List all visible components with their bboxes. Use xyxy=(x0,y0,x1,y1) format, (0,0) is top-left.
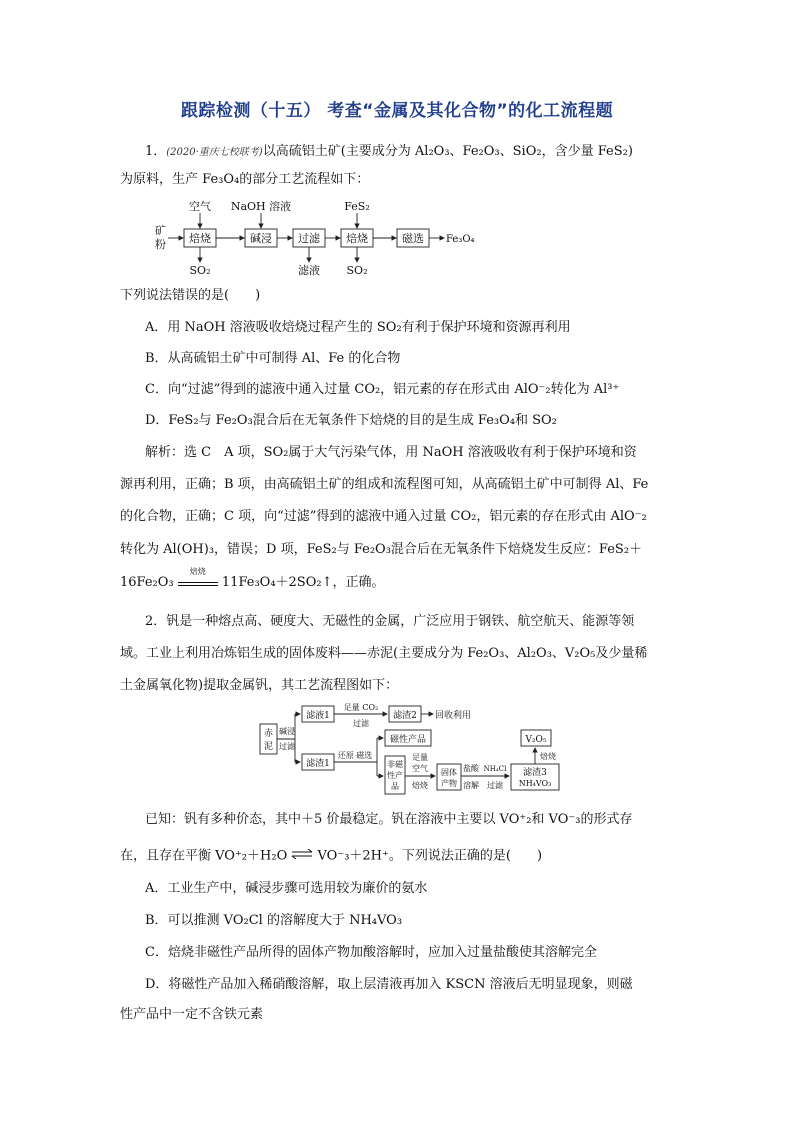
q1-flow-step3-out: 滤液 xyxy=(298,264,320,277)
q1-flow-step1-out: SO₂ xyxy=(189,264,211,277)
q1-flow-step3: 过滤 xyxy=(298,232,320,245)
q2-flow-residue3: 滤渣3 xyxy=(523,768,547,778)
q1-flow-step4: 焙烧 xyxy=(346,232,368,245)
q2-flow-recycle: 回收利用 xyxy=(435,711,472,721)
q1-eq-sign xyxy=(178,582,218,586)
q2-option-d-1: D．将磁性产品加入稀硝酸溶解，取上层清液再加入 KSCN 溶液后无明显现象，则磁 xyxy=(145,977,633,992)
q2-flow-diagram xyxy=(258,698,568,798)
q1-eq-right: 11Fe₃O₄＋2SO₂↑，正确。 xyxy=(221,575,385,590)
q1-stem-1: 以高硫铝土矿(主要成分为 Al₂O₃、Fe₂O₃、SiO₂，含少量 FeS₂) xyxy=(262,144,633,159)
q2-known-2a: 在，且存在平衡 VO⁺₂＋H₂O xyxy=(120,848,288,864)
q1-flow-step4-out: SO₂ xyxy=(346,264,368,277)
q2-known-2b: VO⁻₃＋2H⁺。下列说法正确的是( ) xyxy=(317,848,543,864)
q2-flow-nonmag-3: 品 xyxy=(391,782,399,791)
q1-flow-diagram xyxy=(150,196,490,280)
q1-option-b: B．从高硫铝土矿中可制得 Al、Fe 的化合物 xyxy=(145,351,401,366)
q2-known-2 xyxy=(120,846,680,867)
q2-flow-hcl: 盐酸 xyxy=(463,764,479,773)
q2-flow-split-2: 过滤 xyxy=(279,742,295,751)
q1-flow-start-1: 矿 xyxy=(155,224,166,237)
q2-known-1: 已知：钒有多种价态，其中＋5 价最稳定。钒在溶液中主要以 VO⁺₂和 VO⁻₃的形式存 xyxy=(145,812,633,827)
q1-eq-cond: 焙烧 xyxy=(189,566,206,576)
q1-analysis-2: 源再利用，正确；B 项，由高硫铝土矿的组成和流程图可知，从高硫铝土矿中可制得 Al、Fe xyxy=(120,477,649,492)
q1-flow-step1-in: 空气 xyxy=(189,200,211,213)
q1-option-a: A．用 NaOH 溶液吸收焙烧过程产生的 SO₂有利于保护环境和资源再利用 xyxy=(145,320,571,335)
q2-flow-nonmag-1: 非磁 xyxy=(387,760,403,769)
q2-flow-roast: 焙烧 xyxy=(412,781,428,790)
q2-flow-nonmag-2: 性产 xyxy=(387,771,403,780)
q2-flow-cond-bottom: 过滤 xyxy=(353,719,369,728)
q1-option-c: C．向“过滤”得到的滤液中通入过量 CO₂，铝元素的存在形式由 AlO⁻₂转化为 Al³⁺ xyxy=(145,382,620,397)
q2-flow-roast2: 焙烧 xyxy=(540,752,556,761)
q1-question: 下列说法错误的是( ) xyxy=(120,288,261,303)
q1-eq-left: 16Fe₂O₃ xyxy=(120,575,174,590)
q2-stem-1: 2．钒是一种熔点高、硬度大、无磁性的金属，广泛应用于钢铁、航空航天、能源等领 xyxy=(145,614,635,629)
q1-flow-start-2: 粉 xyxy=(155,238,166,251)
q2-flow-start-2: 泥 xyxy=(263,742,274,752)
q2-flow-filtrate1: 滤液1 xyxy=(306,711,330,721)
q2-flow-solid-1: 固体 xyxy=(441,768,457,777)
q2-flow-nh4vo3: NH₄VO₃ xyxy=(518,779,552,788)
q1-flow-step1: 焙烧 xyxy=(189,232,211,245)
q1-flow-product: Fe₃O₄ xyxy=(446,234,475,245)
q1-flow-step2: 碱浸 xyxy=(250,232,272,245)
q2-option-a: A．工业生产中，碱浸步骤可选用较为廉价的氨水 xyxy=(145,881,428,896)
q2-flow-air-1: 足量 xyxy=(412,753,428,762)
q2-flow-air-2: 空气 xyxy=(412,764,428,773)
q2-flow-magnetic: 磁性产品 xyxy=(389,735,427,745)
q1-option-d: D．FeS₂与 Fe₂O₃混合后在无氧条件下焙烧的目的是生成 Fe₃O₄和 SO₂ xyxy=(145,413,557,428)
q1-equation xyxy=(120,566,680,593)
page-title: 跟踪检测（十五） 考查“金属及其化合物”的化工流程题 xyxy=(180,101,614,121)
q1-number: 1． xyxy=(145,144,167,159)
q2-option-b: B．可以推测 VO₂Cl 的溶解度大于 NH₄VO₃ xyxy=(145,913,403,928)
q1-source: (2020·重庆七校联考) xyxy=(166,147,263,158)
q1-analysis-3: 的化合物，正确；C 项，向“过滤”得到的滤液中通入过量 CO₂，铝元素的存在形式由 AlO⁻₂ xyxy=(120,509,647,524)
q1-stem-line-1 xyxy=(145,142,680,163)
q2-option-c: C．焙烧非磁性产品所得的固体产物加酸溶解时，应加入过量盐酸使其溶解完全 xyxy=(145,945,597,960)
q1-flow-step4-in: FeS₂ xyxy=(344,200,370,213)
q2-option-d-2: 性产品中一定不含铁元素 xyxy=(120,1007,264,1022)
q2-flow-residue2: 滤渣2 xyxy=(393,711,417,721)
q2-flow-filter: 过滤 xyxy=(487,781,503,790)
q1-analysis-1: 解析：选 C A 项，SO₂属于大气污染气体，用 NaOH 溶液吸收有利于保护环境和资 xyxy=(145,445,637,460)
q2-stem-3: 土金属氧化物)提取金属钒，其工艺流程图如下： xyxy=(120,678,399,693)
q2-flow-reduce: 还原 磁选 xyxy=(337,751,373,760)
q2-flow-start-1: 赤 xyxy=(263,729,274,739)
q2-flow-dissolve: 溶解 xyxy=(463,781,479,790)
q2-flow-cond-top: 足量 CO₂ xyxy=(343,703,379,712)
q2-stem-2: 域。工业上利用冶炼铝生成的固体废料——赤泥(主要成分为 Fe₂O₃、Al₂O₃、V₂O₅及少量稀 xyxy=(120,646,648,661)
q2-flow-split-1: 碱浸 xyxy=(279,727,295,736)
q1-stem-line-2: 为原料，生产 Fe₃O₄的部分工艺流程如下： xyxy=(120,172,370,187)
equilibrium-arrow xyxy=(291,846,313,866)
q2-flow-v2o5: V₂O₅ xyxy=(525,735,547,745)
q1-flow-step5: 磁选 xyxy=(402,232,424,245)
q1-analysis-4: 转化为 Al(OH)₃，错误；D 项，FeS₂与 Fe₂O₃混合后在无氧条件下焙烧发生反应：FeS₂＋ xyxy=(120,542,643,557)
q2-flow-nh4cl: NH₄Cl xyxy=(483,765,507,773)
q2-flow-residue1: 滤渣1 xyxy=(306,759,330,769)
q1-flow-step2-in: NaOH 溶液 xyxy=(230,200,292,213)
q2-flow-solid-2: 产物 xyxy=(441,779,457,788)
